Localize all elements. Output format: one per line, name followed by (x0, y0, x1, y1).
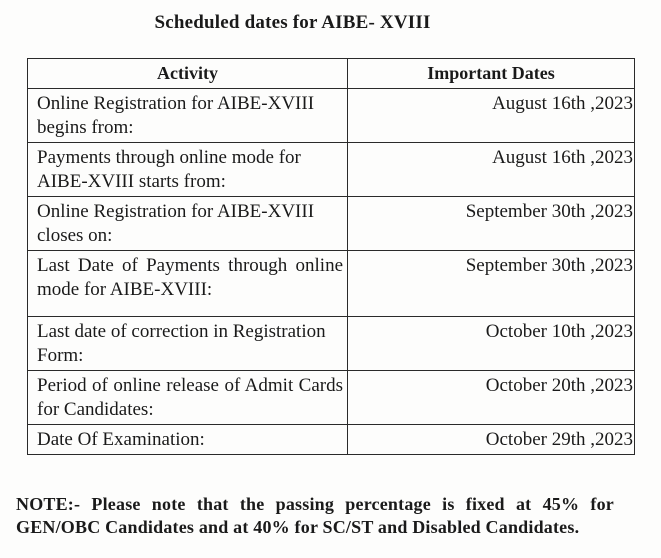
table-header-row (28, 59, 635, 89)
passing-percentage-note: NOTE:- Please note that the passing percentage is fixed at 45% for GEN/OBC Candidates and at 40% for SC/ST and Disabled Candidates. (16, 494, 614, 537)
date-cell: September 30th ,2023 (348, 251, 635, 317)
activity-cell: Online Registration for AIBE-XVIII closes on: (28, 197, 348, 251)
activity-cell: Payments through online mode for AIBE-XVIII starts from: (28, 143, 348, 197)
date-cell: August 16th ,2023 (348, 89, 635, 143)
activity-cell: Last date of correction in Registration Form: (28, 317, 348, 371)
table-row (28, 143, 635, 197)
column-header-important-dates: Important Dates (348, 59, 635, 89)
column-header-activity: Activity (28, 59, 348, 89)
date-cell: August 16th ,2023 (348, 143, 635, 197)
activity-cell: Online Registration for AIBE-XVIII begins from: (28, 89, 348, 143)
table-row (28, 425, 635, 455)
table-row (28, 371, 635, 425)
activity-cell: Date Of Examination: (28, 425, 348, 455)
schedule-table (27, 58, 635, 455)
date-cell: October 29th ,2023 (348, 425, 635, 455)
date-cell: October 20th ,2023 (348, 371, 635, 425)
table-row (28, 89, 635, 143)
activity-cell: Last Date of Payments through online mode for AIBE-XVIII: (28, 251, 348, 317)
table-row (28, 251, 635, 317)
date-cell: October 10th ,2023 (348, 317, 635, 371)
table-row (28, 197, 635, 251)
table-row (28, 317, 635, 371)
date-cell: September 30th ,2023 (348, 197, 635, 251)
document-title: Scheduled dates for AIBE- XVIII (154, 12, 431, 33)
activity-cell: Period of online release of Admit Cards for Candidates: (28, 371, 348, 425)
